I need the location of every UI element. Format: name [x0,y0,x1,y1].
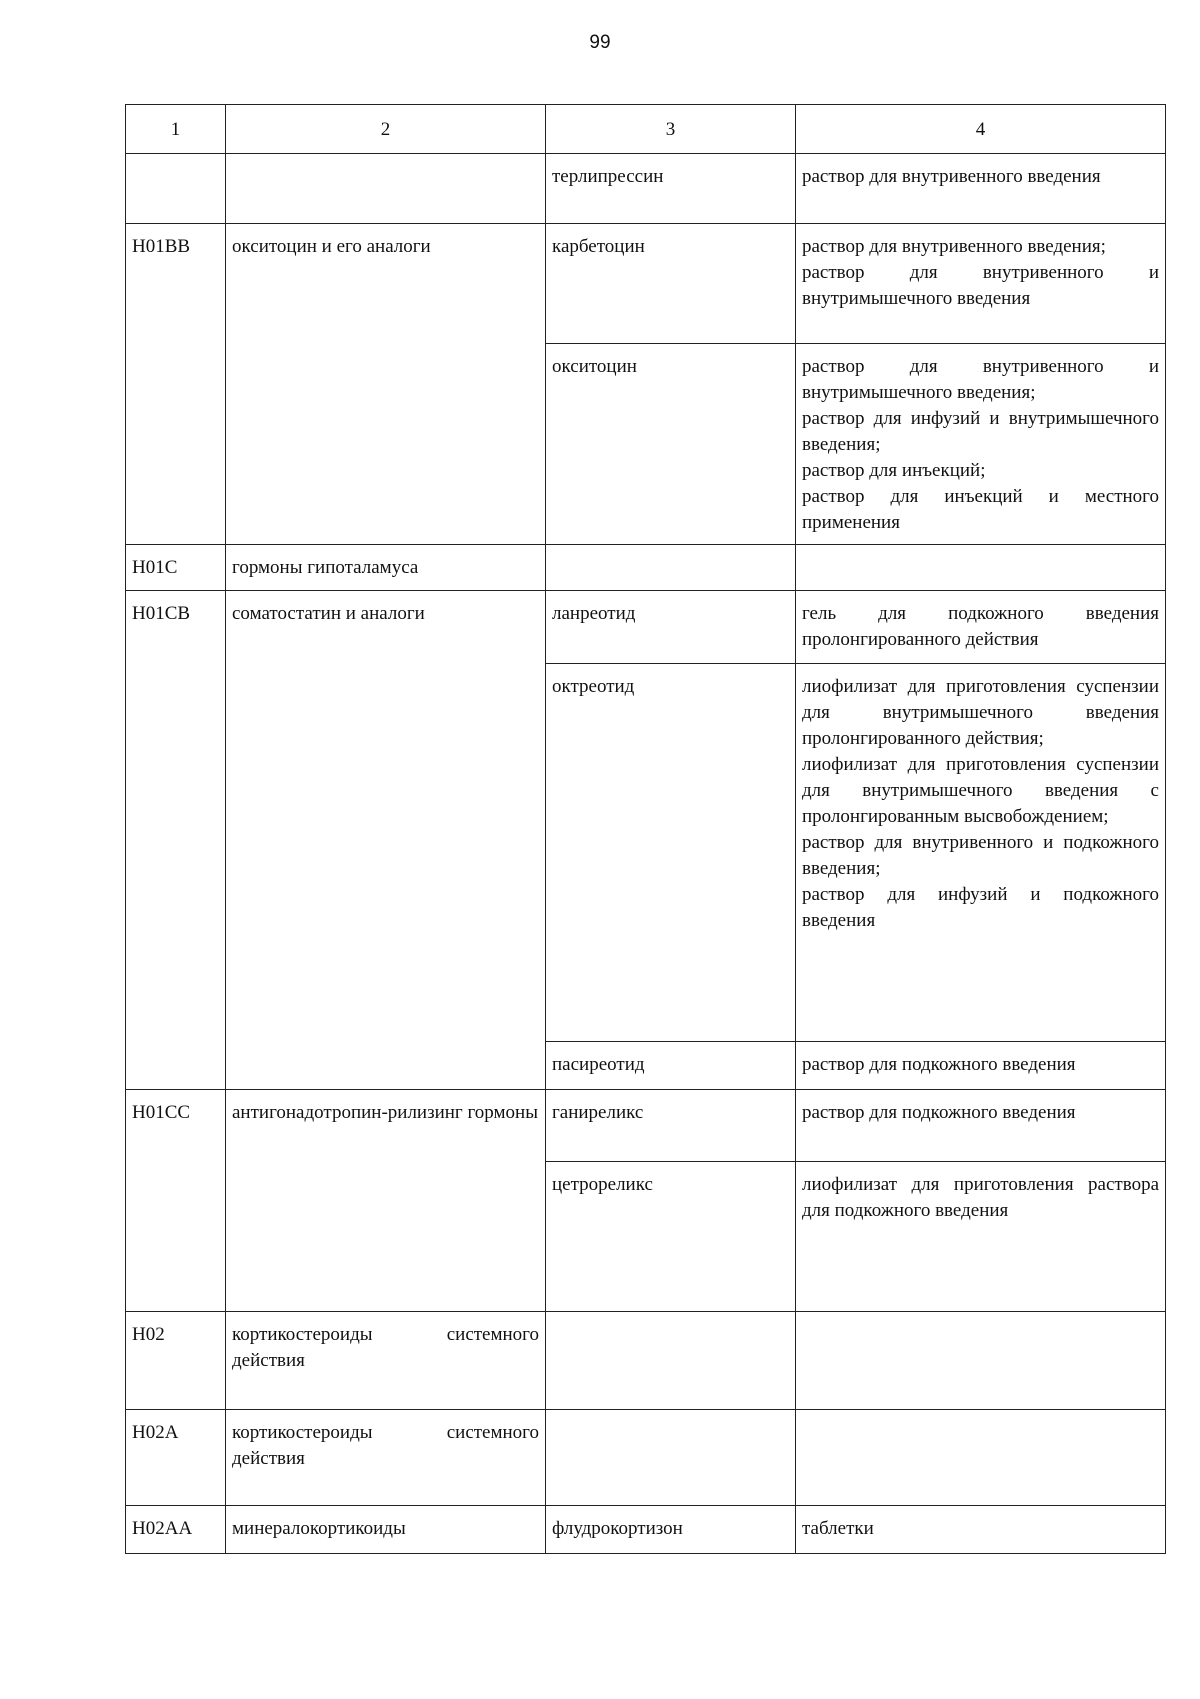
drug-name-cell: цетрореликс [546,1162,796,1312]
table-header-row [126,105,1166,154]
dosage-form: таблетки [802,1518,874,1539]
dosage-forms-cell [796,1162,1166,1312]
dosage-forms-cell [796,1042,1166,1090]
dosage-form: лиофилизат для приготовления суспензии для внутримышечного введения пролонгированного действия; [802,676,1159,749]
table-row [126,545,1166,591]
page-number: 99 [589,32,611,53]
dosage-form: раствор для инъекций и местного применения [802,486,1159,533]
dosage-form: раствор для внутривенного введения [802,166,1101,187]
dosage-forms-cell [796,545,1166,591]
table-row [126,1090,1166,1162]
group-name-cell: кортикостероиды системного действия [226,1410,546,1506]
dosage-forms-cell [796,154,1166,224]
group-name-cell: антигонадотропин-рилизинг гормоны [226,1090,546,1312]
dosage-forms-cell [796,1090,1166,1162]
dosage-form: раствор для подкожного введения [802,1102,1076,1123]
dosage-form: раствор для внутривенного введения; [802,236,1106,257]
dosage-form: раствор для инфузий и подкожного введения [802,884,1159,931]
dosage-form: лиофилизат для приготовления раствора для подкожного введения [802,1174,1159,1221]
dosage-forms-cell [796,1506,1166,1554]
column-header: 2 [226,105,546,154]
group-name-cell: минералокортикоиды [226,1506,546,1554]
atc-code-cell [126,154,226,224]
table-row [126,1312,1166,1410]
drug-name-cell: терлипрессин [546,154,796,224]
group-name-cell: кортикостероиды системного действия [226,1312,546,1410]
atc-code-cell: H02 [126,1312,226,1410]
column-header: 3 [546,105,796,154]
dosage-form: лиофилизат для приготовления суспензии для внутримышечного введения с пролонгированным высвобождением; [802,754,1159,827]
dosage-form: раствор для внутривенного и внутримышечного введения [802,262,1159,309]
atc-code-cell: H01CC [126,1090,226,1312]
dosage-forms-cell [796,224,1166,344]
dosage-form: раствор для подкожного введения [802,1054,1076,1075]
group-name-cell [226,154,546,224]
table-row [126,1410,1166,1506]
drug-name-cell: ганиреликс [546,1090,796,1162]
atc-code-cell: H01BB [126,224,226,545]
atc-code-cell: H02A [126,1410,226,1506]
dosage-form: раствор для внутривенного и внутримышечного введения; [802,356,1159,403]
group-name-cell: окситоцин и его аналоги [226,224,546,545]
drug-name-cell: окситоцин [546,344,796,545]
dosage-forms-cell [796,591,1166,664]
drug-name-cell: октреотид [546,664,796,1042]
atc-code-cell: H01CB [126,591,226,1090]
drug-name-cell: флудрокортизон [546,1506,796,1554]
drug-name-cell [546,1312,796,1410]
dosage-form: гель для подкожного введения пролонгированного действия [802,603,1159,650]
table-row [126,224,1166,344]
drug-name-cell: ланреотид [546,591,796,664]
drug-name-cell [546,1410,796,1506]
table-row [126,154,1166,224]
atc-code-cell: H01C [126,545,226,591]
table-row [126,1506,1166,1554]
dosage-forms-cell [796,1312,1166,1410]
group-name-cell: соматостатин и аналоги [226,591,546,1090]
dosage-forms-cell [796,1410,1166,1506]
dosage-form: раствор для инъекций; [802,460,986,481]
group-name-cell: гормоны гипоталамуса [226,545,546,591]
drug-name-cell: карбетоцин [546,224,796,344]
drug-name-cell [546,545,796,591]
dosage-forms-cell [796,344,1166,545]
drug-table [125,104,1166,1554]
column-header: 4 [796,105,1166,154]
dosage-form: раствор для внутривенного и подкожного введения; [802,832,1159,879]
atc-code-cell: H02AA [126,1506,226,1554]
table-row [126,591,1166,664]
drug-name-cell: пасиреотид [546,1042,796,1090]
dosage-form: раствор для инфузий и внутримышечного введения; [802,408,1159,455]
column-header: 1 [126,105,226,154]
dosage-forms-cell [796,664,1166,1042]
